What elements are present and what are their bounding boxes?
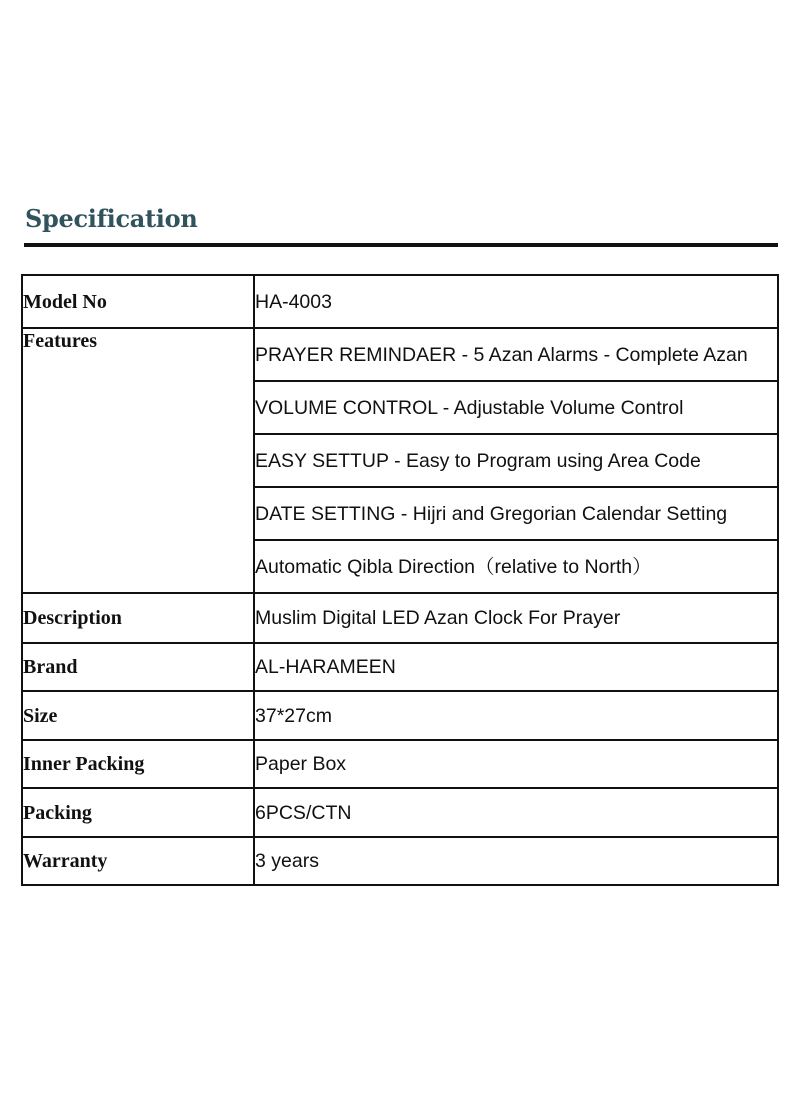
feature-item: VOLUME CONTROL - Adjustable Volume Control	[254, 381, 778, 434]
brand-value: AL-HARAMEEN	[254, 643, 778, 691]
feature-item: PRAYER REMINDAER - 5 Azan Alarms - Complete Azan	[254, 328, 778, 381]
table-row-brand	[22, 643, 778, 691]
inner-packing-label: Inner Packing	[22, 740, 254, 788]
table-row-inner-packing	[22, 740, 778, 788]
table-row-size	[22, 691, 778, 740]
feature-item: Automatic Qibla Direction（relative to North）	[254, 540, 778, 593]
title-divider	[24, 243, 778, 247]
table-row-features	[22, 328, 778, 381]
packing-label: Packing	[22, 788, 254, 837]
size-value: 37*27cm	[254, 691, 778, 740]
table-row-packing	[22, 788, 778, 837]
table-row-model	[22, 275, 778, 328]
warranty-value: 3 years	[254, 837, 778, 885]
model-label: Model No	[22, 275, 254, 328]
specification-table	[21, 274, 779, 886]
brand-label: Brand	[22, 643, 254, 691]
description-label: Description	[22, 593, 254, 643]
table-row-description	[22, 593, 778, 643]
size-label: Size	[22, 691, 254, 740]
page-title: Specification	[25, 204, 198, 233]
inner-packing-value: Paper Box	[254, 740, 778, 788]
warranty-label: Warranty	[22, 837, 254, 885]
model-value: HA-4003	[254, 275, 778, 328]
description-value: Muslim Digital LED Azan Clock For Prayer	[254, 593, 778, 643]
table-row-warranty	[22, 837, 778, 885]
features-label: Features	[22, 328, 254, 593]
feature-item: EASY SETTUP - Easy to Program using Area Code	[254, 434, 778, 487]
packing-value: 6PCS/CTN	[254, 788, 778, 837]
feature-item: DATE SETTING - Hijri and Gregorian Calendar Setting	[254, 487, 778, 540]
